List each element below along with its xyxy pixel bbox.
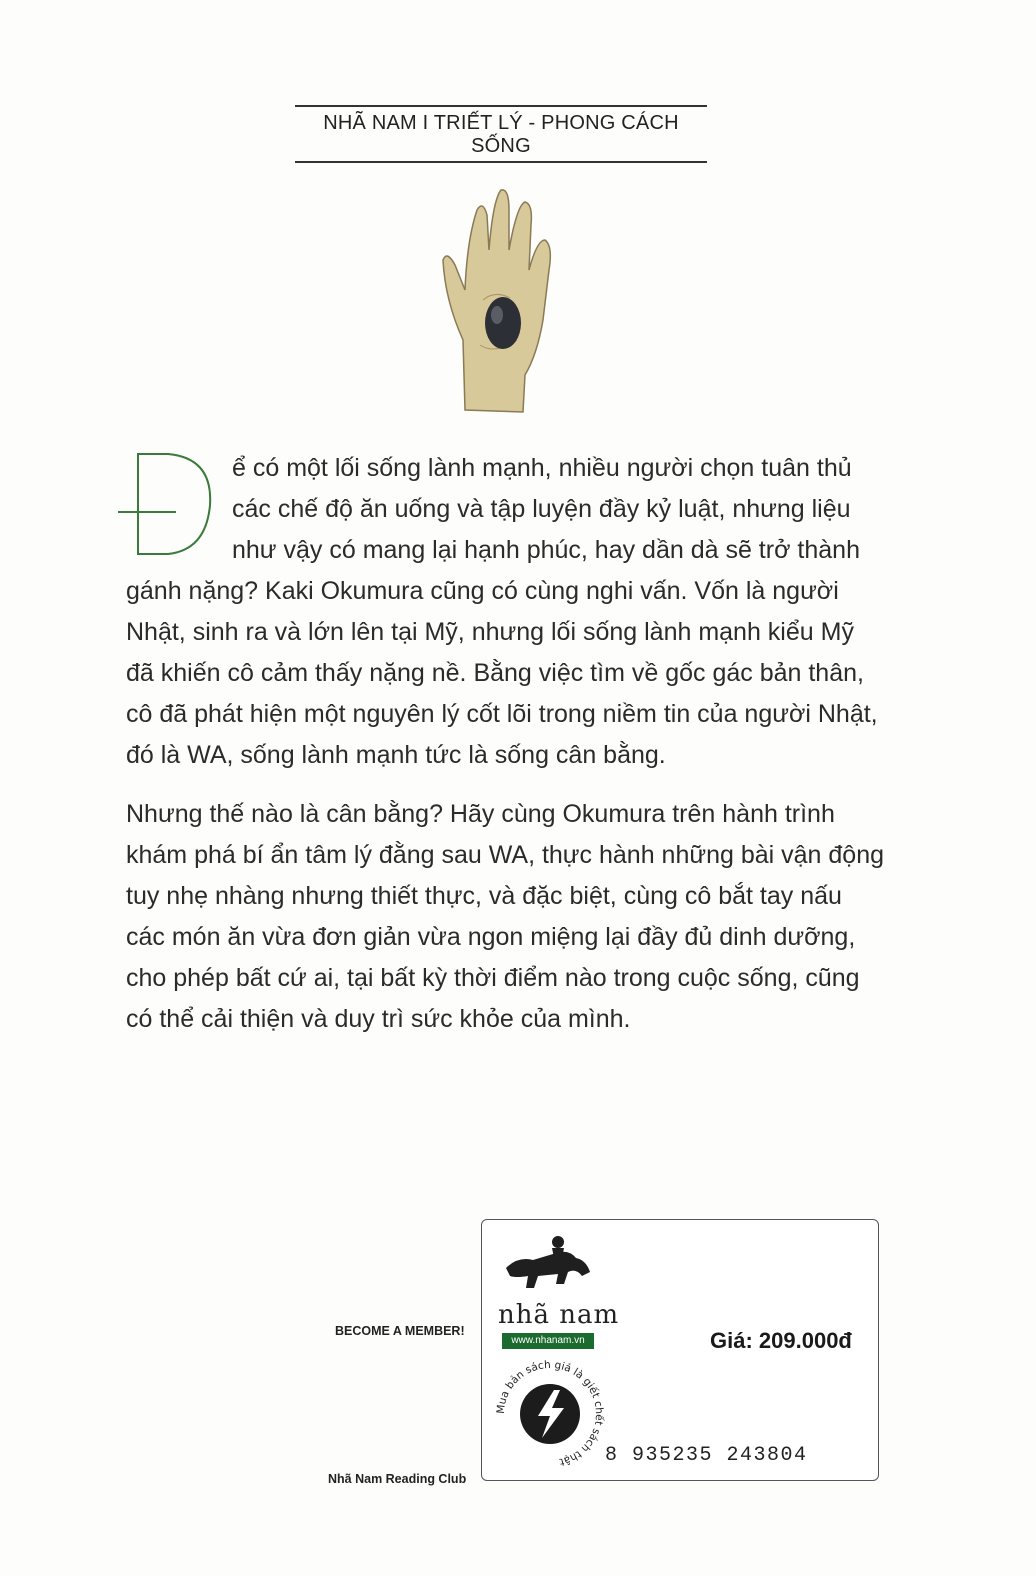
paragraph1-lead: ể có một lối sống lành mạnh, nhiều người chọn tuân thủ các chế độ ăn uống và tập luyện đầy kỷ luật, nhưng liệu như vậy có mang lại hạnh phúc, hay dần dà sẽ trở thành: [232, 454, 860, 564]
paragraph2: Nhưng thế nào là cân bằng? Hãy cùng Okumura trên hành trình khám phá bí ẩn tâm lý đằng sau WA, thực hành những bài vận động tuy nhẹ nhàng nhưng thiết thực, và đặc biệt, cùng cô bắt tay nấu các món ăn vừa đơn giản vừa ngon miệng lại đầy đủ dinh dưỡng, cho phép bất cứ ai, tại bất kỳ thời điểm nào trong cuộc sống, cũng có thể cải thiện và duy trì sức khỏe của mình.: [126, 800, 885, 1033]
stamp-text: Mua bản sách giả là giết chết sách thật: [494, 1358, 606, 1468]
publisher-name: nhã nam: [498, 1300, 620, 1330]
anti-piracy-stamp-icon: [494, 1358, 606, 1470]
hand-stone-illustration: [425, 180, 565, 415]
price-label: Giá: 209.000đ: [710, 1328, 852, 1353]
reading-club-label: Nhã Nam Reading Club: [328, 1472, 467, 1486]
barcode-number: 8 935235 243804: [605, 1444, 808, 1467]
publisher-url: www.nhanam.vn: [502, 1333, 594, 1349]
price-barcode-box: [481, 1219, 879, 1481]
drop-cap-d-icon: [118, 450, 218, 560]
series-header: NHÃ NAM I TRIẾT LÝ - PHONG CÁCH SỐNG: [295, 105, 707, 163]
publisher-logo-icon: [498, 1228, 598, 1296]
paragraph1-rest: gánh nặng? Kaki Okumura cũng có cùng nghi vấn. Vốn là người Nhật, sinh ra và lớn lên tại Mỹ, nhưng lối sống lành mạnh kiểu Mỹ đã khiến cô cảm thấy nặng nề. Bằng việc tìm về gốc gác bản thân, cô đã phát hiện một nguyên lý cốt lõi trong niềm tin của người Nhật, đó là WA, sống lành mạnh tức là sống cân bằng.: [126, 577, 878, 769]
become-member-label: BECOME A MEMBER!: [335, 1324, 465, 1338]
